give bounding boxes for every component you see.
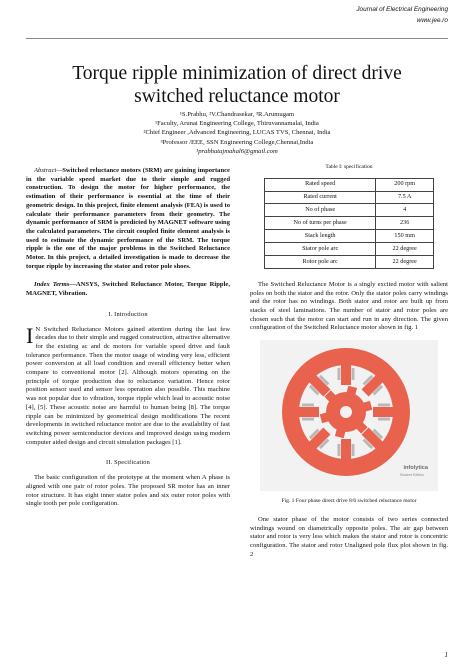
table-cell-parameter: Rotor pole arc — [265, 256, 376, 269]
stator-winding — [302, 418, 314, 421]
stator-winding — [338, 444, 341, 456]
table-row — [265, 204, 434, 217]
drop-cap: I — [26, 322, 34, 348]
affiliation-2: ²Chief Engineer ,Advanced Engineering, LUCAS TVS, Chennai, India — [143, 129, 331, 137]
stator-phase-paragraph: One stator phase of the motor consists of two series connected windings wound on diametrically opposite poles. The air gap between stator and rotor is very less which makes the stator and rotor is concentric configuration. The stator and rotor Unaligned pole flux plot shown in fig. 2 — [250, 515, 448, 558]
abstract — [26, 167, 230, 271]
table-cell-parameter: Rated speed — [265, 178, 376, 191]
index-terms — [26, 281, 230, 298]
header-rule — [26, 38, 448, 39]
stator-winding — [352, 444, 355, 456]
table-caption: Table I: specification — [325, 164, 373, 170]
section-heading-specification: II. Specification — [106, 459, 150, 467]
stator-pole-body — [373, 407, 395, 417]
paper-title — [0, 62, 474, 108]
journal-name: Journal of Electrical Engineering — [356, 6, 448, 13]
table-row — [265, 230, 434, 243]
table-cell-value: 150 mm — [376, 230, 434, 243]
specification-paragraph: The basic configuration of the prototype at the moment when A phase is aligned with one pair of rotor poles. The proposed SR motor has an inner rotor structure. It has eight inner stator poles and six outer rotor poles with single tooth per pole configuration. — [26, 474, 230, 508]
table-cell-parameter: Stator pole arc — [265, 243, 376, 256]
introduction-body: N Switched Reluctance Motors gained attention during the last few decades due to their simple and rugged construction, attractive alternative for the existing ac and dc motors for variable speed drive and fault tolerance performance. Then the motor usage of winding very less, efficient power conversion at all load condition and overall efficiency better when compare to conventional motor [2]. Although motors operating on the principle of torque production due to reluctance variation. Hence rotor position sensor used and sensor less operation also possible. This machine was not popular due to vibration, torque ripple which lead to acoustic noise [4], [5]. These acoustic noise are harmful to human being [8]. The torque ripple can be minimized by geometrical design modifications The recent developments in switched reluctance motor are due to the availability of fast switching power semiconductor devices and improved design using modern computer aided design and circuit simulation packages [1]. — [26, 325, 230, 446]
srm-description-paragraph: The Switched Reluctance Motor is a singly excited motor with salient poles on both the stator and the rotor. Only the stator poles carry windings and the rotor has no windings. Both stator and rotor are built up from stacks of steel laminations. The number of stator and rotor poles are chosen such that the motor can start and run in any direction. The given configuration of the Switched Reluctance motor shown in fig. 1 — [250, 280, 448, 332]
table-row — [265, 178, 434, 191]
stator-pole-body — [297, 407, 319, 417]
author-block — [0, 110, 474, 156]
specification-table — [264, 178, 434, 269]
left-column — [26, 167, 230, 509]
right-column — [250, 163, 448, 559]
stator-pole-body — [341, 439, 351, 461]
table-cell-value: 22 degree — [376, 243, 434, 256]
stator-winding — [352, 368, 355, 380]
running-header — [356, 4, 448, 26]
table-cell-value: 236 — [376, 217, 434, 230]
stator-winding — [378, 418, 390, 421]
title-line-2: switched reluctance motor — [134, 86, 340, 107]
table-row — [265, 256, 434, 269]
figure-caption: Fig. 1 Four phase direct drive 8/6 switched reluctance motor — [281, 498, 417, 505]
table-cell-value: 7.5 A — [376, 191, 434, 204]
table-row — [265, 243, 434, 256]
abstract-body: Switched reluctance motors (SRM) are gaining importance in the variable speed market due to their simple and rugged construction. To design the motor for higher performance, the estimation of their performance is essential at the time of their geometric design. In this project, finite element analysis (FEA) is used to calculate their performance parameters from their geometry. The dynamic performance of SRM is predicted by MAGNET software using the calculated parameters. The circuit coupled finite element analysis is used to estimate the dynamic performance of the SRM. The torque ripple is the one of the major problems in the Switched Reluctance Motor. In this project, a detailed investigation is made to decrease the torque ripple by increasing the stator and rotor pole shoes. — [26, 167, 230, 270]
stator-winding — [378, 404, 390, 407]
table-cell-parameter: Stack length — [265, 230, 376, 243]
stator-winding — [302, 404, 314, 407]
author-email: ¹prabhutajmahal6@gmail.com — [196, 147, 278, 155]
table-cell-value: 4 — [376, 204, 434, 217]
motor-figure — [260, 340, 438, 491]
table-cell-value: 200 rpm — [376, 178, 434, 191]
index-terms-heading: Index Terms — [34, 281, 70, 289]
table-cell-parameter: No of turns per phase — [265, 217, 376, 230]
title-line-1: Torque ripple minimization of direct drive — [72, 63, 402, 84]
journal-site: www.jee.ro — [416, 17, 448, 24]
table-cell-value: 22 degree — [376, 256, 434, 269]
stator-winding — [338, 368, 341, 380]
affiliation-3: ³Professor /EEE, SSN Engineering College,Chennai,India — [160, 138, 314, 146]
author-names: ¹S.Prabhu, ²V.Chandrasekar, ³R.Arumugam — [179, 111, 295, 118]
index-terms-body: —ANSYS, Switched Reluctance Motor, Torque Ripple, MAGNET, Vibration. — [26, 281, 231, 298]
rotor-shaft — [340, 406, 352, 418]
affiliation-1: ¹Faculty, Arunai Engineering College, Thiruvannamalai, India — [155, 120, 319, 128]
abstract-heading: Abstract— — [34, 167, 63, 174]
table-cell-parameter: No of phase — [265, 204, 376, 217]
introduction-paragraph — [26, 322, 230, 448]
table-row — [265, 191, 434, 204]
stator-pole-body — [341, 363, 351, 385]
page-number: 1 — [444, 651, 448, 659]
figure-logo-subtitle: Student Edition — [399, 473, 424, 478]
figure-logo: infolytica — [403, 465, 428, 472]
section-heading-introduction: I. Introduction — [108, 310, 148, 318]
table-row — [265, 217, 434, 230]
table-cell-parameter: Rated current — [265, 191, 376, 204]
